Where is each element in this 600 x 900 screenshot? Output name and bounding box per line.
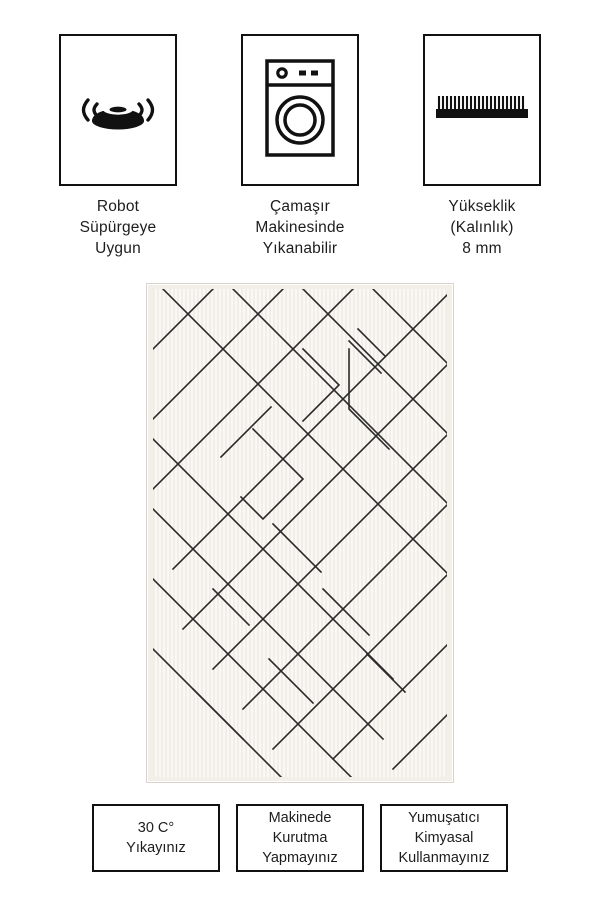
feature-icon-box — [59, 34, 177, 186]
feature-machine-washable — [235, 34, 365, 259]
care-wash-30 — [92, 804, 220, 872]
care-label: 30 C° Yıkayınız — [126, 820, 186, 856]
care-label: Yumuşatıcı Kimyasal Kullanmayınız — [398, 810, 490, 866]
washing-machine-icon — [260, 56, 340, 165]
care-label: Makinede Kurutma Yapmayınız — [262, 810, 338, 866]
feature-robot-vacuum — [53, 34, 183, 259]
robot-vacuum-icon — [72, 78, 164, 143]
feature-caption: Çamaşır Makinesinde Yıkanabilir — [255, 198, 345, 257]
feature-pile-height — [417, 34, 547, 259]
pile-height-icon — [433, 88, 531, 133]
feature-row — [0, 34, 600, 259]
product-image — [146, 283, 454, 783]
care-no-tumble-dry — [236, 804, 364, 872]
feature-icon-box — [241, 34, 359, 186]
feature-caption: Yükseklik (Kalınlık) 8 mm — [448, 198, 516, 257]
care-row — [0, 804, 600, 872]
feature-icon-box — [423, 34, 541, 186]
feature-caption: Robot Süpürgeye Uygun — [79, 198, 157, 257]
care-no-softener — [380, 804, 508, 872]
rug-pattern — [153, 289, 447, 777]
